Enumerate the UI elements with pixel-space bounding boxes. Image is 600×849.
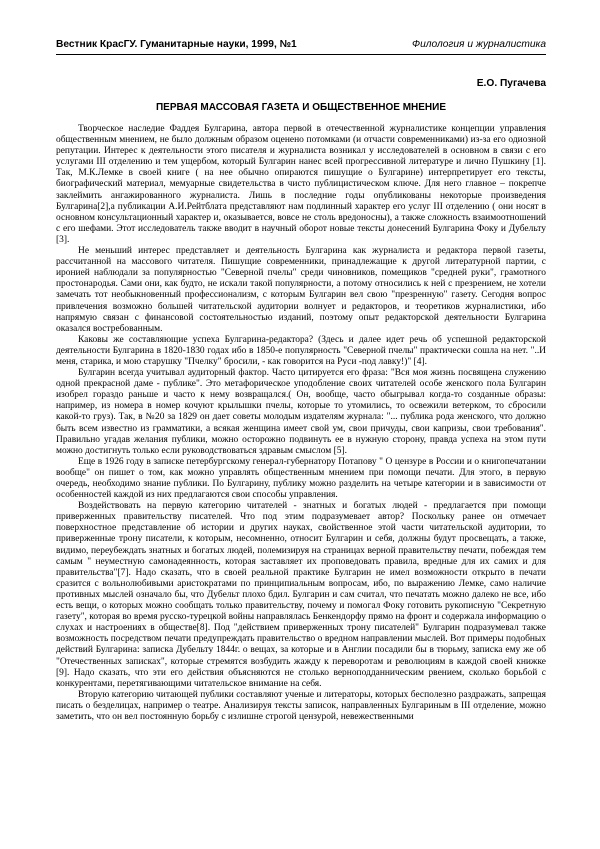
author-name: Е.О. Пугачева: [476, 78, 546, 89]
paragraph: Вторую категорию читающей публики составляют ученые и литераторы, которых бесполезно раздражать, запрещая писать о безделицах, например о театре. Анализируя тексты записок, направленных Булгариным в III отделение, можно заметить, что он вел постоянную борьбу с излишне строгой цензурой, невежественными: [56, 689, 546, 722]
running-head: [56, 38, 546, 55]
paragraph: Воздействовать на первую категорию читателей - знатных и богатых людей - предлагается при помощи приверженных правительству писателей. Что под этим подразумевает автор? Поскольку ранее он отмечает поверхностное представление об истории и других науках, свойственное этой части читательской аудитории, то приверженные трону писатели, к которым, несомненно, относит Булгарин и себя, должны будут просвещать, а также, видимо, переубеждать знатных и богатых людей, полемизируя на страницах верной правительству печати, побеждая тем самым " неуместную самонадеянность, которая заставляет их проповедовать правила, вредные для их самих и для правительства"[7]. Надо сказать, что в своей реальной практике Булгарин не имел возможности открыто в печати сразится с вольнолюбивыми аристократами по принципиальным вопросам, ибо, по выражению Лемке, само наличие противных мыслей означало бы, что Дубельт плохо бдил. Булгарин и сам считал, что печатать можно далеко не все, ибо есть вещи, о которых можно сообщать только правительству, почему и помогал Фоку готовить рукописную "Секретную газету", которая во время русско-турецкой войны направлялась Бенкендорфу прямо на фронт и содержала информацию о слухах и настроениях в обществе[8]. Под "действием приверженных трону писателей" Булгарин подразумевал также возможность посредством печати предупреждать правительство о вредном направлении мыслей. Вот примеры подобных действий Булгарина: записка Дубельту 1844г. о вещах, за которые и в Англии посадили бы в тюрьму, записка ему же об "Отечественных записках", которые стремятся возбудить жажду к переворотам и революциям в каждой своей книжке [9]. Надо сказать, что эти его действия объясняются не столько верноподданническим рвением, сколько борьбой с конкурентами, перетягивающими читательское внимание на себя.: [56, 501, 546, 689]
paragraph: Творческое наследие Фаддея Булгарина, автора первой в отечественной журналистике концепции управления общественным мнением, не было должным образом оценено потомками (и отчасти современниками) из-за его одиозной репутации. Интерес к деятельности этого писателя и журналиста возникал у исследователей в основном в связи с его услугами III отделению и тем ущербом, который Булгарин нанес всей прогрессивной литературе и лично Пушкину [1]. Так, М.К.Лемке в своей книге ( на нее обычно опираются пишущие о Булгарине) интерпретирует его тексты, биографический материал, мемуарные свидетельства в чисто публицистическом ключе. Для него главное – покрепче заклеймить ангажированного журналиста. Лишь в последние годы опубликованы некоторые произведения Булгарина[2],а публикации А.И.Рейтблата представляют нам подлинный характер его услуг III отделению ( они носят в основном консультационный характер и, оказывается, вовсе не столь вредоносны), а также сложность взаимоотношений с его шефами. Этот исследователь также вводит в научный оборот новые тексты донесений Булгарина Фоку и Дубельту [3].: [56, 124, 546, 245]
paragraph: Каковы же составляющие успеха Булгарина-редактора? (Здесь и далее идет речь об успешной редакторской деятельности Булгарина в 1820-1830 годах ибо в 1850-е популярность "Северной пчелы" практически сошла на нет. "..И меня, старика, и мою старушку "Пчелку" бросили, - как говорится на Руси -под лавку!)" [4].: [56, 334, 546, 367]
paragraph: Еще в 1926 году в записке петербургскому генерал-губернатору Потапову " О цензуре в России и о книгопечатании вообще" он пишет о том, как можно управлять общественным мнением при помощи печати. Для этого, в первую очередь, необходимо знание публики. По Булгарину, публику можно разделить на четыре категории и в зависимости от особенностей каждой из них предлагаются свои способы управления.: [56, 456, 546, 501]
section-title: Филология и журналистика: [412, 39, 546, 50]
paragraph: Не меньший интерес представляет и деятельность Булгарина как журналиста и редактора первой газеты, рассчитанной на массового читателя. Пишущие современники, принадлежащие к другой литературной партии, с иронией наблюдали за популярностью "Северной пчелы" среди чиновников, помещиков "средней руки", грамотного простонародья. Сами они, как будто, не искали такой популярности, а потому относились к ней с презрением, не хотели замечать тот необыкновенный профессионализм, с которым Булгарин вел свою "презренную" газету. Сегодня вопрос привлечения возможно большей читательской аудитории волнует и редакторов, и теоретиков журналистики, ибо напрямую связан с финансовой состоятельностью изданий, поэтому опыт редакторской деятельности Булгарина оказался востребованным.: [56, 246, 546, 334]
journal-title: Вестник КрасГУ. Гуманитарные науки, 1999, №1: [56, 39, 297, 50]
paragraph: Булгарин всегда учитывал аудиторный фактор. Часто цитируется его фраза: "Вся моя жизнь посвящена служению одной прекрасной даме - публике". Это метафорическое уподобление своих читателей особе женского пола Булгарин изобрел гораздо раньше и часто к нему возвращался.( Он, вообще, часто обыгрывал когда-то созданные образы: например, из номера в номер кочуют крылышки пчелы, которые то утомились, то освежили ветерком, то сбросили какой-то груз). Так, в №20 за 1829 он дает советы молодым издателям журнала: "... публика рода женского, что должно быть всем известно из грамматики, а всякая женщина имеет свой ум, свои причуды, свои капризы, свои требования". Правильно угадав желания публики, можно осторожно подвинуть ее в нужную сторону, правда успеха на этом пути можно достигнуть только если руководствоваться здравым смыслом [5].: [56, 368, 546, 456]
article-title: ПЕРВАЯ МАССОВАЯ ГАЗЕТА И ОБЩЕСТВЕННОЕ МНЕНИЕ: [155, 102, 447, 113]
article-body: [56, 124, 546, 723]
